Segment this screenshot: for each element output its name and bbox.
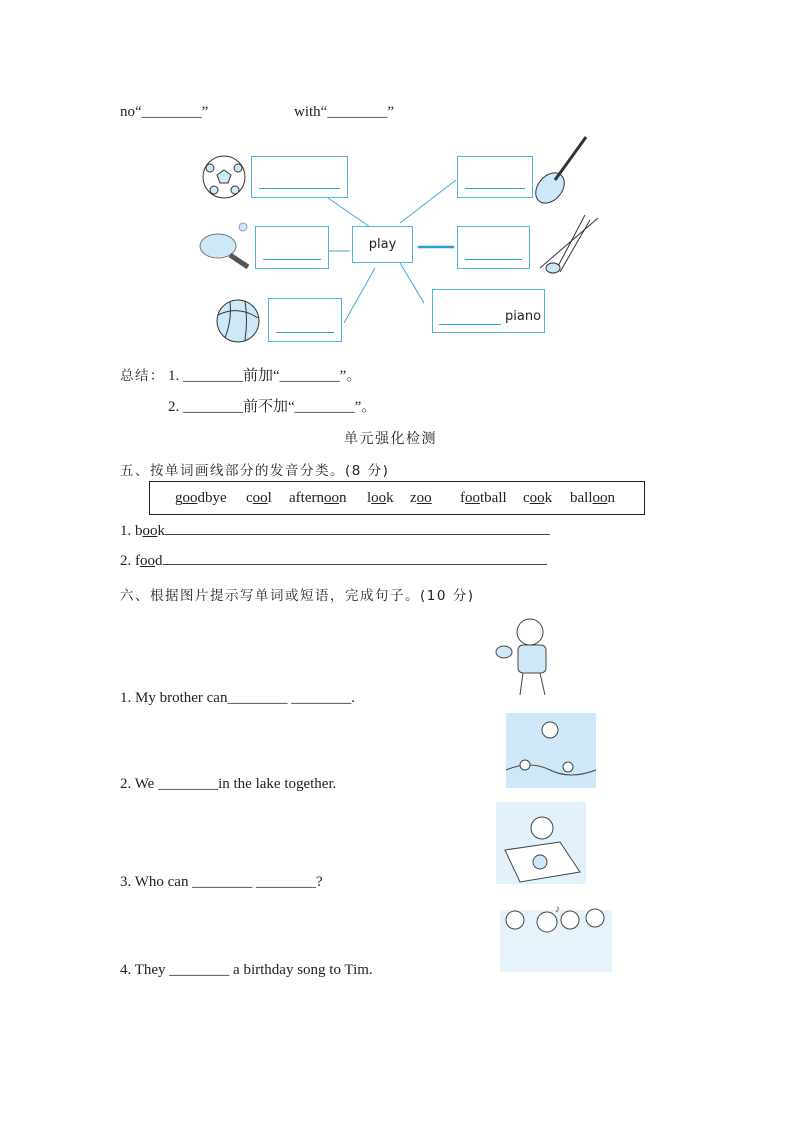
summary-item-2: 2. ________前不加“________”。 [168, 399, 377, 415]
sentence-2: 2. We ________in the lake together. [120, 776, 337, 792]
football-answer-box[interactable] [251, 156, 348, 198]
boy-drawing-illustration [496, 802, 586, 884]
with-blank-prompt: with“________” [294, 104, 394, 120]
ping-pong-answer-box[interactable] [255, 226, 329, 269]
sentence-1: 1. My brother can________ ________. [120, 690, 355, 706]
section-title: 单元强化检测 [344, 431, 437, 447]
word-zoo: zoo [410, 490, 432, 506]
answer-line-food: 2. food [120, 553, 547, 570]
sentence-4: 4. They ________ a birthday song to Tim. [120, 962, 373, 978]
sentence-3: 3. Who can ________ ________? [120, 874, 323, 890]
word-football: football [460, 490, 507, 506]
boy-playing-ping-pong-illustration [496, 619, 546, 695]
word-balloon: balloon [570, 490, 615, 506]
illustrations [490, 610, 620, 980]
word-cool: cool [246, 490, 272, 506]
erhu-answer-box[interactable] [457, 226, 530, 269]
food-answer-blank[interactable] [163, 564, 547, 565]
word-cook: cook [523, 490, 553, 506]
children-singing-illustration [500, 904, 612, 972]
piano-label: piano [505, 309, 542, 324]
football-icon [203, 156, 245, 198]
no-blank-prompt: no“________” [120, 104, 209, 120]
word-goodbye: goodbye [175, 490, 227, 506]
ping-pong-paddle-icon [200, 223, 248, 267]
pipa-icon [530, 137, 586, 209]
play-label: play [368, 237, 397, 252]
q6-heading: 六、根据图片提示写单词或短语，完成句子。(10 分) [120, 588, 475, 604]
diagram-connectors [0, 0, 793, 360]
piano-answer-box[interactable] [432, 289, 545, 333]
answer-line-book: 1. book [120, 523, 550, 540]
pipa-answer-box[interactable] [457, 156, 533, 198]
word-look: look [367, 490, 394, 506]
summary-item-1: 1. ________前加“________”。 [168, 368, 362, 384]
basketball-answer-box[interactable] [268, 298, 342, 342]
play-center-box [352, 226, 413, 263]
children-swimming-illustration [506, 713, 596, 788]
svg-text:♪: ♪ [555, 904, 560, 915]
q5-heading: 五、按单词画线部分的发音分类。(8 分) [120, 463, 390, 479]
erhu-icon [540, 215, 598, 273]
book-answer-blank[interactable] [165, 534, 550, 535]
summary-label: 总结： [120, 368, 165, 384]
word-bank-box [149, 481, 645, 515]
word-afternoon: afternoon [289, 490, 347, 506]
basketball-icon [217, 300, 259, 342]
